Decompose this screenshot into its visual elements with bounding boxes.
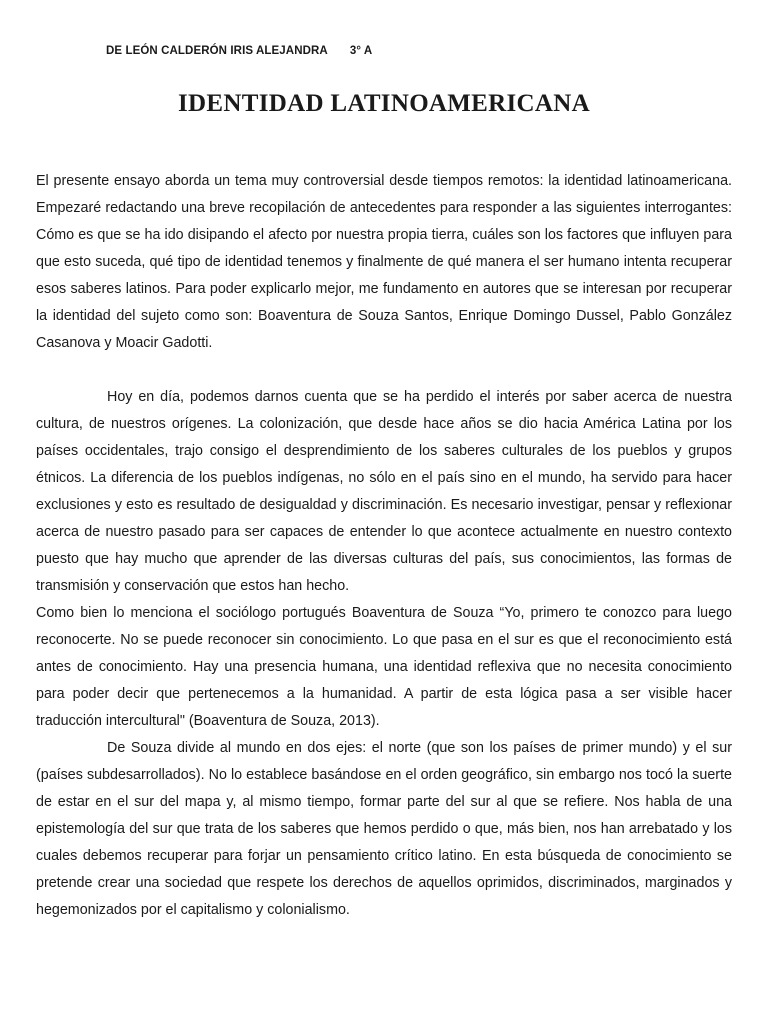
paragraph-north-south: De Souza divide al mundo en dos ejes: el norte (que son los países de primer mundo) y el sur (países subdesarrollados). No lo establece basándose en el orden geográfico, sin embargo nos tocó la suerte de estar en el sur del mapa y, al mismo tiempo, formar parte del sur al que se refiere. Nos habla de una epistemología del sur que trata de los saberes que hemos perdido o que, más bien, nos han arrebatado y los cuales debemos recuperar para forjar un pensamiento crítico latino. En esta búsqueda de conocimiento se pretende crear una sociedad que respete los derechos de aquellos oprimidos, discriminados, marginados y hegemonizados por el capitalismo y colonialismo. (36, 740, 732, 918)
document-body (36, 168, 732, 924)
grade-label: 3° A (349, 45, 373, 57)
document-title: IDENTIDAD LATINOAMERICANA (178, 90, 590, 117)
author-name: DE LEÓN CALDERÓN IRIS ALEJANDRA (106, 45, 328, 57)
paragraph-context: Hoy en día, podemos darnos cuenta que se ha perdido el interés por saber acerca de nuestra cultura, de nuestros orígenes. La colonización, que desde hace años se dio hacia América Latina por los países occidentales, trajo consigo el desprendimiento de los saberes culturales de los pueblos y grupos étnicos. La diferencia de los pueblos indígenas, no sólo en el país sino en el mundo, ha servido para hacer exclusiones y esto es resultado de desigualdad y discriminación. Es necesario investigar, pensar y reflexionar acerca de nuestro pasado para ser capaces de entender lo que acontece actualmente en nuestro contexto puesto que hay mucho que aprender de las diversas culturas del país, sus conocimientos, las formas de transmisión y conservación que estos han hecho. (36, 389, 732, 594)
paragraph-quote: Como bien lo menciona el sociólogo portugués Boaventura de Souza “Yo, primero te conozco para luego reconocerte. No se puede reconocer sin conocimiento. Lo que pasa en el sur es que el reconocimiento está antes de conocimiento. Hay una presencia humana, una identidad reflexiva que no necesita conocimiento para poder decir que pertenecemos a la humanidad. A partir de esta lógica pasa a ser visible hacer traducción intercultural" (Boaventura de Souza, 2013). (36, 605, 732, 729)
paragraph-intro: El presente ensayo aborda un tema muy controversial desde tiempos remotos: la identidad latinoamericana. Empezaré redactando una breve recopilación de antecedentes para responder a las siguientes interrogantes: Cómo es que se ha ido disipando el afecto por nuestra propia tierra, cuáles son los factores que influyen para que esto suceda, qué tipo de identidad tenemos y finalmente de qué manera el ser humano intenta recuperar esos saberes latinos. Para poder explicarlo mejor, me fundamento en autores que se interesan por recuperar la identidad del sujeto como son: Boaventura de Souza Santos, Enrique Domingo Dussel, Pablo González Casanova y Moacir Gadotti. (36, 173, 732, 351)
student-header (106, 45, 372, 57)
